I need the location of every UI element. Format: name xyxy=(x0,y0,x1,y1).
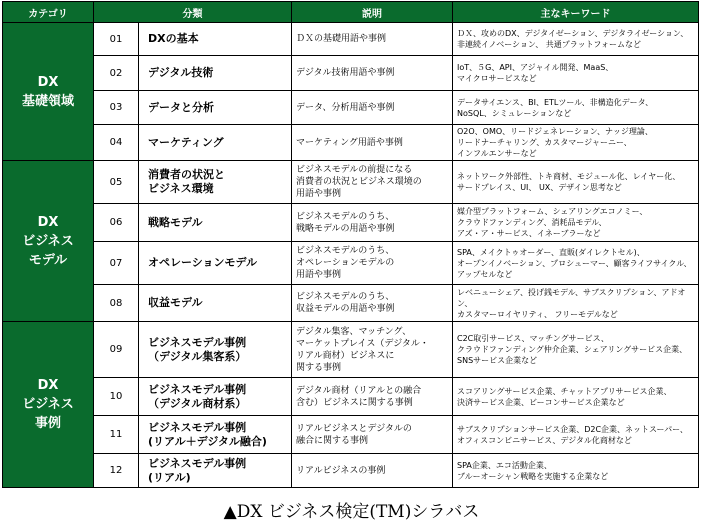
table-row xyxy=(3,285,699,322)
header-row xyxy=(3,2,699,23)
row-keywords: データサイエンス、BI、ETLツール、非構造化データ、 NoSQL、シミュレーションなど xyxy=(453,91,699,125)
row-number: 07 xyxy=(94,242,139,285)
row-keywords: ネットワーク外部性、トキ商材、モジュール化、レイヤー化、 サードプレイス、UI、 UX、デザイン思考など xyxy=(453,161,699,204)
row-keywords: IoT、５G、API、アジャイル開発、MaaS、 マイクロサービスなど xyxy=(453,56,699,91)
row-description: ビジネスモデルのうち、 収益モデルの用語や事例 xyxy=(292,285,453,322)
row-description: デジタル技術用語や事例 xyxy=(292,56,453,91)
row-keywords: O2O、OMO、リードジェネレーション、ナッジ理論、 リードナーチャリング、カスタマージャーニー、 インフルエンサーなど xyxy=(453,125,699,161)
row-number: 11 xyxy=(94,416,139,454)
figure-caption: ▲DX ビジネス検定(TM)シラバス xyxy=(223,502,480,522)
row-name: デジタル技術 xyxy=(139,56,292,91)
row-name: データと分析 xyxy=(139,91,292,125)
row-keywords: C2C取引サービス、マッチングサービス、 クラウドファンディング仲介企業、シェアリングサービス企業、 SNSサービス企業など xyxy=(453,322,699,378)
table-row xyxy=(3,204,699,242)
row-name: ビジネスモデル事例 （デジタル商材系） xyxy=(139,378,292,416)
category-cell: DX 基礎領域 xyxy=(3,23,94,161)
row-name: 消費者の状況と ビジネス環境 xyxy=(139,161,292,204)
table-row xyxy=(3,23,699,56)
row-description: デジタル商材（リアルとの融合 含む）ビジネスに関する事例 xyxy=(292,378,453,416)
row-name: 戦略モデル xyxy=(139,204,292,242)
row-name: ビジネスモデル事例 (リアル＋デジタル融合) xyxy=(139,416,292,454)
row-keywords: レベニューシェア、投げ銭モデル、サブスクリプション、アドオン、 カスタマーロイヤリティ、 フリーモデルなど xyxy=(453,285,699,322)
header-classification: 分類 xyxy=(94,2,292,23)
row-number: 01 xyxy=(94,23,139,56)
header-description: 説明 xyxy=(292,2,453,23)
row-number: 08 xyxy=(94,285,139,322)
row-keywords: SPA企業、エコ活動企業、 ブルーオーシャン戦略を実施する企業など xyxy=(453,454,699,488)
row-number: 03 xyxy=(94,91,139,125)
row-keywords: ＤＸ、攻めのDX、デジタイゼーション、デジタライゼーション、 非連続イノベーション、 共通プラットフォームなど xyxy=(453,23,699,56)
table-row xyxy=(3,242,699,285)
row-description: ビジネスモデルの前提になる 消費者の状況とビジネス環境の 用語や事例 xyxy=(292,161,453,204)
table-row xyxy=(3,416,699,454)
row-description: データ、分析用語や事例 xyxy=(292,91,453,125)
row-number: 10 xyxy=(94,378,139,416)
header-keywords: 主なキーワード xyxy=(453,2,699,23)
row-keywords: 媒介型プラットフォーム、シェアリングエコノミー、 クラウドファンディング、消耗品モデル、 アズ・ア・サービス、イネーブラーなど xyxy=(453,204,699,242)
table-row xyxy=(3,378,699,416)
row-number: 09 xyxy=(94,322,139,378)
row-description: デジタル集客、マッチング、 マーケットプレイス（デジタル・ リアル商材）ビジネスに 関する事例 xyxy=(292,322,453,378)
row-keywords: SPA、メイクトゥオーダー、直販(ダイレクトセル)、 オープンイノベーション、プロシューマー、顧客ライフサイクル、 アップセルなど xyxy=(453,242,699,285)
row-keywords: サブスクリプションサービス企業、D2C企業、ネットスーパー、 オフィスコンビニサービス、デジタル化商材など xyxy=(453,416,699,454)
row-name: オペレーションモデル xyxy=(139,242,292,285)
header-category: カテゴリ xyxy=(3,2,94,23)
category-cell: DX ビジネス モデル xyxy=(3,161,94,322)
row-name: DXの基本 xyxy=(139,23,292,56)
row-description: ＤＸの基礎用語や事例 xyxy=(292,23,453,56)
row-number: 06 xyxy=(94,204,139,242)
row-name: ビジネスモデル事例 (リアル) xyxy=(139,454,292,488)
row-name: マーケティング xyxy=(139,125,292,161)
row-description: リアルビジネスとデジタルの 融合に関する事例 xyxy=(292,416,453,454)
row-name: 収益モデル xyxy=(139,285,292,322)
row-number: 12 xyxy=(94,454,139,488)
table-row xyxy=(3,161,699,204)
row-keywords: スコアリングサービス企業、チャットアプリサービス企業、 決済サービス企業、ビーコンサービス企業など xyxy=(453,378,699,416)
syllabus-table xyxy=(2,1,699,488)
row-name: ビジネスモデル事例 （デジタル集客系） xyxy=(139,322,292,378)
table-row xyxy=(3,454,699,488)
row-number: 02 xyxy=(94,56,139,91)
row-description: ビジネスモデルのうち、 戦略モデルの用語や事例 xyxy=(292,204,453,242)
row-number: 04 xyxy=(94,125,139,161)
table-row xyxy=(3,322,699,378)
table-row xyxy=(3,125,699,161)
row-description: マーケティング用語や事例 xyxy=(292,125,453,161)
category-cell: DX ビジネス 事例 xyxy=(3,322,94,488)
row-description: リアルビジネスの事例 xyxy=(292,454,453,488)
table-row xyxy=(3,91,699,125)
row-number: 05 xyxy=(94,161,139,204)
table-row xyxy=(3,56,699,91)
row-description: ビジネスモデルのうち、 オペレーションモデルの 用語や事例 xyxy=(292,242,453,285)
